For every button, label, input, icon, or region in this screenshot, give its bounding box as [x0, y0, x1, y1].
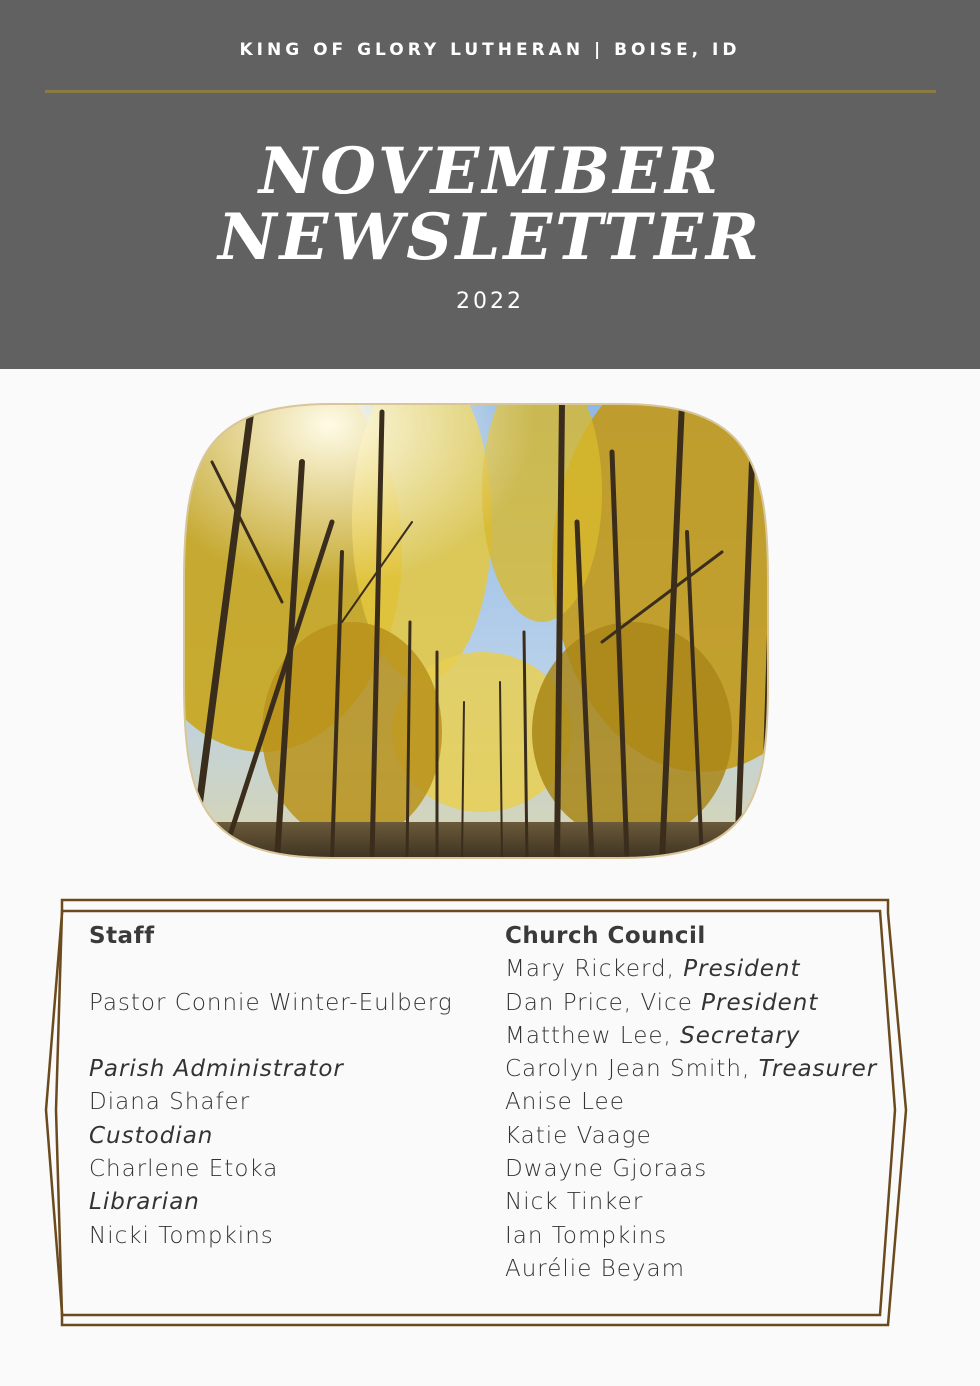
- header-divider: [45, 90, 936, 93]
- staff-role-title: Custodian: [89, 1122, 214, 1149]
- staff-role-name: Charlene Etoka: [89, 1156, 279, 1183]
- council-officer: [505, 1020, 895, 1053]
- officer-name: Matthew Lee,: [505, 1022, 681, 1049]
- council-officer: [505, 953, 895, 986]
- staff-role-title: Parish Administrator: [89, 1056, 344, 1083]
- council-member: Nick Tinker: [505, 1189, 644, 1216]
- spacer: [89, 953, 489, 986]
- council-officer: [505, 1053, 895, 1086]
- newsletter-title-line2: NEWSLETTER: [217, 200, 763, 275]
- newsletter-header: [0, 0, 980, 369]
- council-member: Aurélie Beyam: [505, 1255, 685, 1282]
- council-member: Dwayne Gjoraas: [505, 1156, 708, 1183]
- officer-name: Carolyn Jean Smith,: [505, 1056, 759, 1083]
- council-member: Katie Vaage: [505, 1122, 652, 1149]
- council-officer: [505, 987, 895, 1020]
- staff-column: [89, 920, 489, 1253]
- council-member: Ian Tompkins: [505, 1222, 668, 1249]
- staff-heading: Staff: [89, 923, 155, 949]
- officer-title: President: [683, 956, 801, 983]
- officer-title: Treasurer: [758, 1056, 878, 1083]
- council-column: [505, 920, 895, 1286]
- staff-role-name: Diana Shafer: [89, 1089, 251, 1116]
- council-member: Anise Lee: [505, 1089, 625, 1116]
- pastor-name: Pastor Connie Winter-Eulberg: [89, 989, 453, 1016]
- staff-role-title: Librarian: [89, 1189, 200, 1216]
- autumn-trees-photo: [182, 402, 770, 860]
- officer-name: Mary Rickerd,: [505, 956, 684, 983]
- spacer: [89, 1020, 489, 1053]
- staff-role-name: Nicki Tompkins: [89, 1222, 274, 1249]
- council-heading: Church Council: [505, 923, 706, 949]
- organization-name: KING OF GLORY LUTHERAN | BOISE, ID: [239, 40, 741, 60]
- officer-title: President: [701, 989, 819, 1016]
- newsletter-title-line1: NOVEMBER: [258, 134, 722, 209]
- newsletter-year: 2022: [456, 289, 524, 314]
- officer-prefix: Vice: [640, 989, 702, 1016]
- officer-name: Dan Price,: [505, 989, 641, 1016]
- officer-title: Secretary: [680, 1022, 801, 1049]
